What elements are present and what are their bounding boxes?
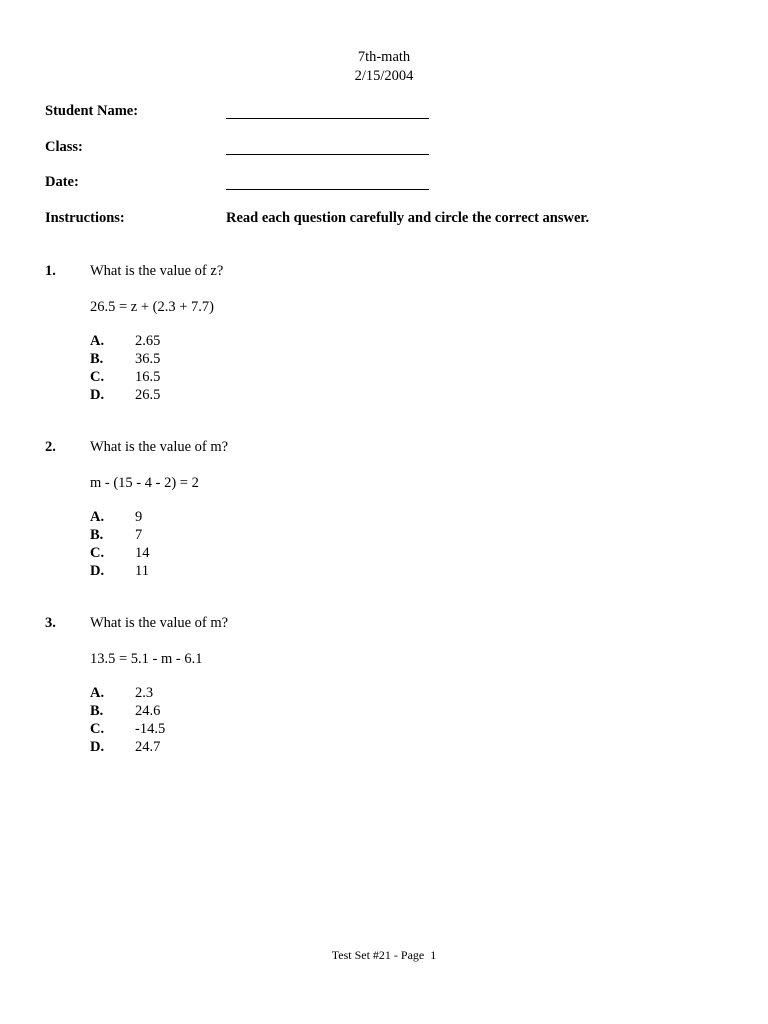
choice-letter: C. bbox=[90, 545, 105, 561]
page-header bbox=[0, 48, 768, 86]
choice-letter: B. bbox=[90, 527, 104, 543]
question-prompt: What is the value of m? bbox=[90, 439, 229, 455]
student-name-blank[interactable] bbox=[226, 118, 429, 119]
choice-letter: B. bbox=[90, 703, 104, 719]
choice-text: 16.5 bbox=[135, 369, 161, 385]
class-blank[interactable] bbox=[226, 154, 429, 155]
date-label: Date: bbox=[45, 174, 79, 190]
question-number: 3. bbox=[45, 615, 56, 631]
choice-text: -14.5 bbox=[135, 721, 166, 737]
question-equation: 26.5 = z + (2.3 + 7.7) bbox=[90, 299, 215, 315]
choice-letter: A. bbox=[90, 333, 105, 349]
choice-text: 2.65 bbox=[135, 333, 161, 349]
choice-letter: D. bbox=[90, 387, 105, 403]
instructions-text: Read each question carefully and circle the correct answer. bbox=[226, 210, 590, 226]
choice-text: 2.3 bbox=[135, 685, 154, 701]
choice-text: 36.5 bbox=[135, 351, 161, 367]
question-number: 2. bbox=[45, 439, 56, 455]
class-label: Class: bbox=[45, 139, 83, 155]
choice-letter: C. bbox=[90, 721, 105, 737]
choice-text: 11 bbox=[135, 563, 149, 579]
choice-text: 14 bbox=[135, 545, 150, 561]
question-equation: 13.5 = 5.1 - m - 6.1 bbox=[90, 651, 203, 667]
choice-text: 9 bbox=[135, 509, 143, 525]
question-equation: m - (15 - 4 - 2) = 2 bbox=[90, 475, 199, 491]
instructions-label: Instructions: bbox=[45, 210, 125, 226]
question-prompt: What is the value of z? bbox=[90, 263, 224, 279]
choice-letter: A. bbox=[90, 685, 105, 701]
question-prompt: What is the value of m? bbox=[90, 615, 229, 631]
choice-letter: D. bbox=[90, 563, 105, 579]
choice-text: 7 bbox=[135, 527, 143, 543]
choice-letter: C. bbox=[90, 369, 105, 385]
choice-letter: A. bbox=[90, 509, 105, 525]
choice-text: 24.6 bbox=[135, 703, 161, 719]
choice-text: 26.5 bbox=[135, 387, 161, 403]
date-blank[interactable] bbox=[226, 189, 429, 190]
choice-letter: D. bbox=[90, 739, 105, 755]
page-footer: Test Set #21 - Page 1 bbox=[331, 948, 437, 962]
choice-text: 24.7 bbox=[135, 739, 161, 755]
course-title: 7th-math bbox=[357, 49, 411, 65]
header-date: 2/15/2004 bbox=[354, 68, 414, 84]
student-name-label: Student Name: bbox=[45, 103, 139, 119]
choice-letter: B. bbox=[90, 351, 104, 367]
question-number: 1. bbox=[45, 263, 56, 279]
